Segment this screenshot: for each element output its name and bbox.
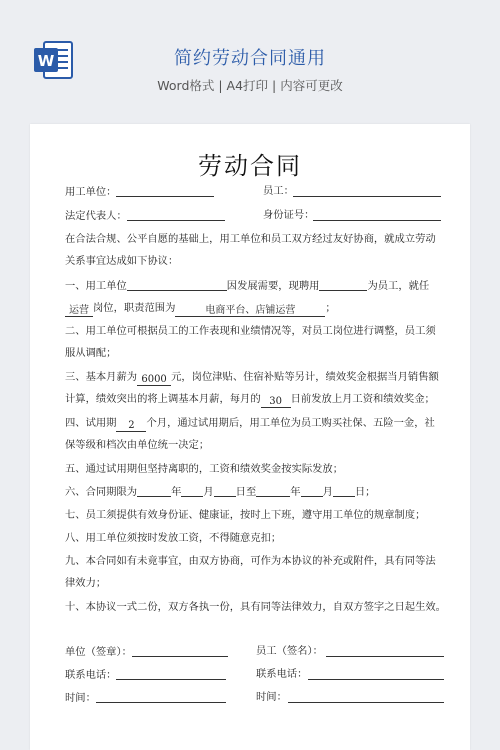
clause-6-text: 六、合同期限为 <box>65 486 138 498</box>
clause-1-text-c: 为员工，就任 <box>367 280 430 292</box>
employer-row <box>65 184 445 199</box>
clause-3-text-a: 三、基本月薪为 <box>65 371 138 383</box>
employer-time-blank[interactable] <box>96 690 226 703</box>
clause-5: 五、通过试用期但坚持离职的，工资和绩效奖金按实际发放； <box>65 463 344 475</box>
clause-4-line-1 <box>65 416 445 432</box>
document-title: 劳动合同 <box>198 152 302 180</box>
end-month-blank[interactable] <box>301 484 323 497</box>
clause-2-line-1: 二、用工单位可根据员工的工作表现和业绩情况等，对员工岗位进行调整，员工须 <box>65 325 436 337</box>
day-to-label: 日至 <box>235 486 257 498</box>
employer-sign-blank[interactable] <box>132 644 228 657</box>
clause-9-line-2: 律效力； <box>65 577 107 589</box>
clause-1-text-d: 岗位，职责范围为 <box>93 302 176 314</box>
clause-1-end: ； <box>325 302 336 314</box>
employer-phone-blank[interactable] <box>116 667 226 680</box>
id-label: 身份证号： <box>263 209 315 221</box>
clause-3-text-b: 元，岗位津贴、住宿补贴等另计，绩效奖金根据当月销售额 <box>171 371 439 383</box>
legal-rep-label: 法定代表人： <box>65 210 127 222</box>
payday-value[interactable]: 30 <box>261 395 291 408</box>
post-value[interactable]: 运营 <box>65 304 93 317</box>
clause-4-text-a: 四、试用期 <box>65 417 117 429</box>
clause-10: 十、本协议一式二份，双方各执一份，具有同等法律效力，自双方签字之日起生效。 <box>65 601 446 613</box>
end-day-blank[interactable] <box>333 484 355 497</box>
employer-phone-label: 联系电话： <box>65 669 117 681</box>
employee-time-label: 时间： <box>256 691 287 703</box>
contract-document <box>30 124 470 750</box>
employee-phone-label: 联系电话： <box>256 668 308 680</box>
intro-line-2: 关系事宜达成如下协议： <box>65 255 179 267</box>
clause-9-line-1: 九、本合同如有未竟事宜，由双方协商，可作为本协议的补充或附件，具有同等法 <box>65 555 436 567</box>
signature-row <box>65 644 445 659</box>
employer-name-blank[interactable] <box>127 278 227 291</box>
month-label-2: 月 <box>322 486 333 498</box>
employee-time-blank[interactable] <box>288 690 444 703</box>
clause-4-line-2: 保等级和档次由单位统一决定； <box>65 439 210 451</box>
clause-1-text-a: 一、用工单位 <box>65 280 127 292</box>
page-header <box>0 0 500 108</box>
clause-1-text-b: 因发展需要，现聘用 <box>226 280 320 292</box>
employee-name-blank[interactable] <box>319 278 367 291</box>
day-end-label: 日； <box>354 486 376 498</box>
clause-1-line-2 <box>65 301 445 317</box>
clause-8: 八、用工单位须按时发放工资，不得随意克扣； <box>65 532 282 544</box>
employee-phone-blank[interactable] <box>308 667 444 680</box>
employer-blank[interactable] <box>116 184 214 197</box>
id-blank[interactable] <box>313 208 441 221</box>
clause-3-line-1 <box>65 370 445 386</box>
start-day-blank[interactable] <box>214 484 236 497</box>
employer-sign-label: 单位（签章）： <box>65 646 132 658</box>
page-subtitle: Word格式 | A4打印 | 内容可更改 <box>157 78 343 93</box>
salary-value[interactable]: 6000 <box>137 373 171 386</box>
employer-label: 用工单位： <box>65 186 117 198</box>
phone-row <box>65 667 445 682</box>
time-row <box>65 690 445 705</box>
employer-time-label: 时间： <box>65 692 96 704</box>
start-year-blank[interactable] <box>137 484 171 497</box>
legal-rep-blank[interactable] <box>127 208 225 221</box>
clause-7: 七、员工须提供有效身份证、健康证，按时上下班，遵守用工单位的规章制度； <box>65 509 426 521</box>
end-year-blank[interactable] <box>256 484 290 497</box>
probation-months-value[interactable]: 2 <box>116 419 146 432</box>
year-label: 年 <box>171 486 182 498</box>
clause-4-text-b: 个月，通过试用期后，用工单位为员工购买社保、五险一金，社 <box>146 417 435 429</box>
legal-rep-row <box>65 208 445 223</box>
employee-label: 员工： <box>263 185 294 197</box>
month-label: 月 <box>203 486 214 498</box>
clause-2-line-2: 服从调配； <box>65 347 117 359</box>
start-month-blank[interactable] <box>181 484 203 497</box>
clause-6 <box>65 484 445 499</box>
clause-3-line-2 <box>65 392 445 408</box>
clause-3-text-c: 计算，绩效突出的将上调基本月薪，每月的 <box>65 393 261 405</box>
intro-line-1: 在合法合规、公平自愿的基础上，用工单位和员工双方经过友好协商，就成立劳动 <box>65 233 436 245</box>
page-title: 简约劳动合同通用 <box>174 48 326 69</box>
employee-sign-blank[interactable] <box>326 644 444 657</box>
employee-sign-label: 员工（签名）： <box>256 645 323 657</box>
clause-1-line-1 <box>65 278 445 293</box>
year-label-2: 年 <box>290 486 301 498</box>
svg-text:W: W <box>37 52 55 70</box>
clause-3-text-d: 日前发放上月工资和绩效奖金； <box>290 393 435 405</box>
employee-blank[interactable] <box>293 184 441 197</box>
scope-value[interactable]: 电商平台、店铺运营 <box>175 304 325 317</box>
